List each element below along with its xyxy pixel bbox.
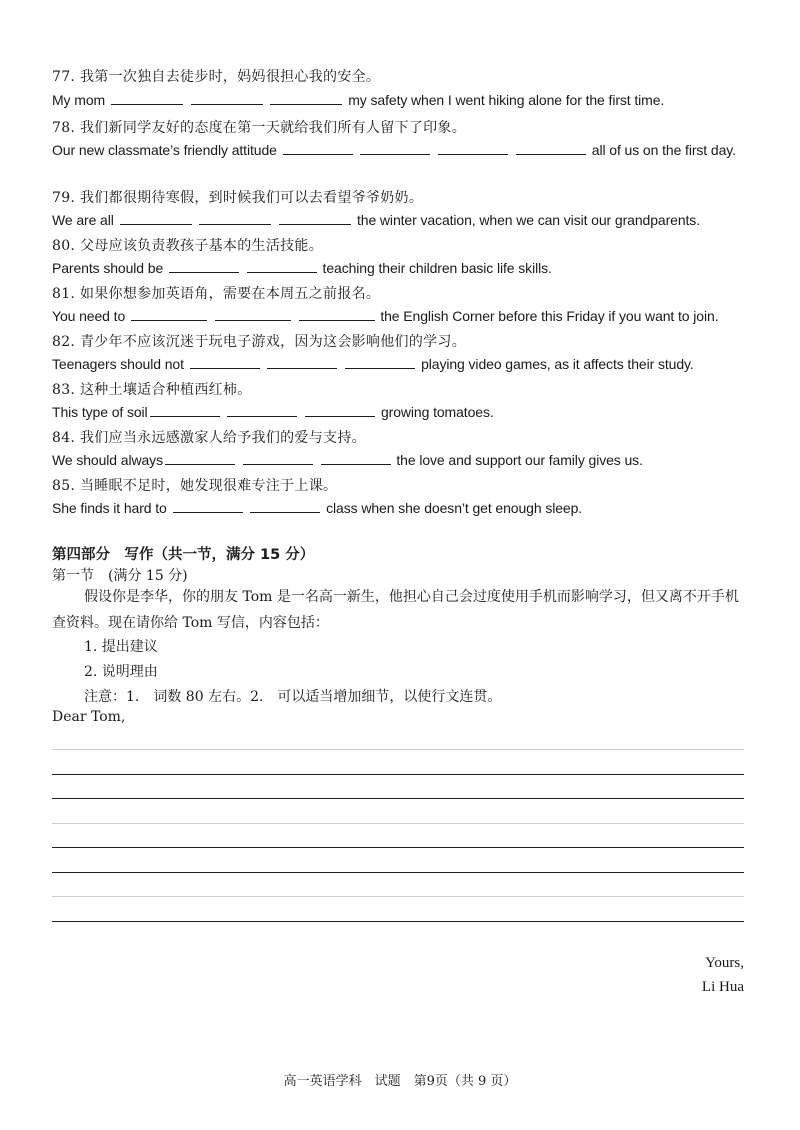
question-78-english: Our new classmate’s friendly attitude all of us on the first day. (52, 142, 736, 158)
question-85-english: She finds it hard to class when she doesn’t get enough sleep. (52, 500, 583, 516)
answer-blank[interactable] (131, 308, 207, 321)
writing-line[interactable] (52, 921, 744, 922)
answer-blank[interactable] (516, 142, 586, 155)
question-77-chinese: 77. 我第一次独自去徒步时，妈妈很担心我的安全。 (52, 69, 381, 85)
answer-blank[interactable] (438, 142, 508, 155)
answer-blank[interactable] (227, 404, 297, 417)
writing-line[interactable] (52, 896, 744, 897)
answer-blank[interactable] (345, 356, 415, 369)
question-83-chinese: 83. 这种土壤适合种植西红柿。 (52, 382, 252, 398)
writing-note: 注意：1. 词数 80 左右。2. 可以适当增加细节，以使行文连贯。 (84, 689, 502, 705)
answer-blank[interactable] (199, 212, 271, 225)
question-79-chinese: 79. 我们都很期待寒假，到时候我们可以去看望爷爷奶奶。 (52, 190, 424, 206)
answer-blank[interactable] (150, 404, 220, 417)
answer-blank[interactable] (169, 260, 239, 273)
question-82-chinese: 82. 青少年不应该沉迷于玩电子游戏，因为这会影响他们的学习。 (52, 334, 467, 350)
question-78-chinese: 78. 我们新同学友好的态度在第一天就给我们所有人留下了印象。 (52, 120, 467, 136)
writing-line[interactable] (52, 774, 744, 775)
question-81-english: You need to the English Corner before this Friday if you want to join. (52, 308, 719, 324)
letter-signature: Li Hua (701, 979, 744, 995)
answer-blank[interactable] (111, 92, 183, 105)
question-80-english: Parents should be teaching their children basic life skills. (52, 260, 552, 276)
answer-blank[interactable] (279, 212, 351, 225)
subsection-title: 第一节 (满分 15 分) (52, 568, 188, 584)
answer-blank[interactable] (247, 260, 317, 273)
answer-blank[interactable] (165, 452, 235, 465)
answer-blank[interactable] (321, 452, 391, 465)
question-77-english: My mom my safety when I went hiking alone for the first time. (52, 92, 665, 108)
writing-line[interactable] (52, 823, 744, 824)
answer-blank[interactable] (173, 500, 243, 513)
answer-blank[interactable] (283, 142, 353, 155)
answer-blank[interactable] (267, 356, 337, 369)
answer-blank[interactable] (360, 142, 430, 155)
question-80-chinese: 80. 父母应该负责教孩子基本的生活技能。 (52, 238, 324, 254)
question-85-chinese: 85. 当睡眠不足时，她发现很难专注于上课。 (52, 478, 338, 494)
answer-blank[interactable] (120, 212, 192, 225)
answer-blank[interactable] (250, 500, 320, 513)
question-81-chinese: 81. 如果你想参加英语角，需要在本周五之前报名。 (52, 286, 381, 302)
question-83-english: This type of soil growing tomatoes. (52, 404, 494, 420)
writing-line[interactable] (52, 798, 744, 799)
writing-line[interactable] (52, 749, 744, 750)
letter-greeting: Dear Tom, (52, 709, 126, 725)
answer-blank[interactable] (190, 356, 260, 369)
question-84-english: We should always the love and support our family gives us. (52, 452, 643, 468)
answer-blank[interactable] (215, 308, 291, 321)
answer-blank[interactable] (191, 92, 263, 105)
answer-blank[interactable] (270, 92, 342, 105)
writing-point-2: 2. 说明理由 (84, 664, 158, 680)
question-82-english: Teenagers should not playing video games, as it affects their study. (52, 356, 694, 372)
writing-line[interactable] (52, 872, 744, 873)
question-79-english: We are all the winter vacation, when we can visit our grandparents. (52, 212, 701, 228)
answer-blank[interactable] (299, 308, 375, 321)
answer-blank[interactable] (305, 404, 375, 417)
writing-line[interactable] (52, 847, 744, 848)
section-title: 第四部分 写作（共一节，满分 15 分） (52, 547, 315, 563)
writing-point-1: 1. 提出建议 (84, 639, 158, 655)
letter-closing: Yours, (705, 955, 744, 971)
writing-prompt: 假设你是李华，你的朋友 Tom 是一名高一新生，他担心自己会过度使用手机而影响学习，但又离不开手机查资料。现在请你给 Tom 写信，内容包括： (52, 589, 739, 631)
page-footer: 高一英语学科 试题 第9页（共 9 页） (283, 1074, 517, 1089)
question-84-chinese: 84. 我们应当永远感激家人给予我们的爱与支持。 (52, 430, 366, 446)
answer-blank[interactable] (243, 452, 313, 465)
